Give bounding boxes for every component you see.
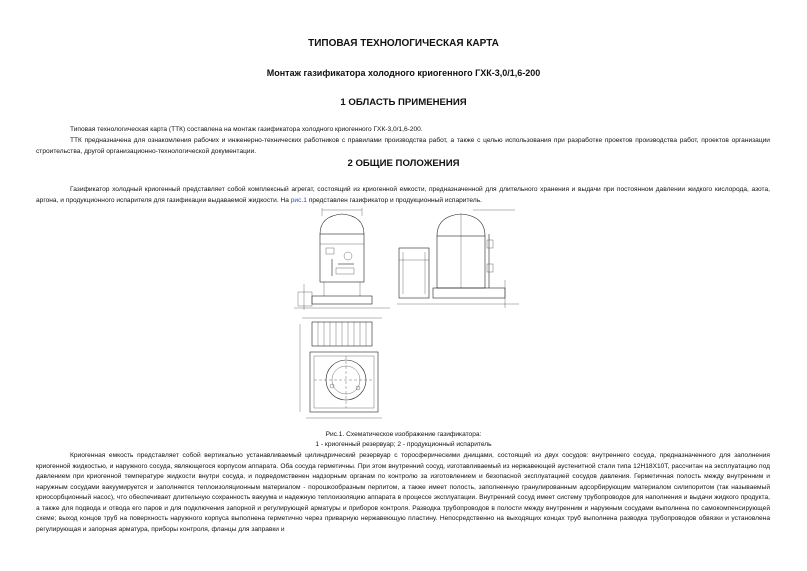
figure-1-link[interactable]: рис.1 [290,196,307,204]
section-2-paragraph-2: Криогенная емкость представляет собой вертикально устанавливаемый цилиндрический резервуар с торосферическими днищами, состоящий из двух сосудов: внутреннего сосуда, предназначенного для заполнения криогенной жидкостью, и наружного сосуда, являющегося корпусом аппарата. Оба сосуда герметичны. При этом внутренний сосуд, изготавливаемый из нержавеющей аустенитной стали типа 12Н18Х10Т, рассчитан на эксплуатацию под давлением при криогенной температуре жидкости внутри сосуда, и подведомственен надзорным органам по контролю за изготовлением и безопасной эксплуатацией сосудов давления. Герметичная полость между внутренним и наружным сосудами вакуумируется и заполняется теплоизоляционным материалом - порошкообразным перлитом, а также имеет полость, заполненную гранулированным адсорбирующим материалом силипоритом (так называемый криосорбционный насос), что обеспечивает длительную сохранность вакуума и надежную теплоизоляцию аппарата в процессе эксплуатации. Внутренний сосуд имеет систему трубопроводов для наполнения и выдачи жидкого продукта, а также для подвода и отвода его паров и для подключения запорной и регулирующей арматуры и приборов контроля. Разводка трубопроводов в полости между внутренним и наружным сосудами выполнена по самокомпенсирующей схеме; выход концов труб на поверхность наружного корпуса выполнена герметично через приварную нержавеющую пластину. Непосредственно на выходящих концах труб выполнена разводка трубопроводов обвязки и установлена регулирующая и запорная арматура, приборы контроля, фланцы для заправки и [36,452,770,533]
section-1-paragraph-1: Типовая технологическая карта (ТТК) составлена на монтаж газификатора холодного криогенного ГХК-3,0/1,6-200. [70,126,423,133]
gasifier-front-view [292,204,392,314]
figure-1-caption-legend: 1 - криогенный резервуар; 2 - продукционный испаритель [315,441,492,448]
section-1-paragraph-2: ТТК предназначена для ознакомления рабочих и инженерно-технических работников с правилами производства работ, а также с целью использования при разработке проектов производства работ, проектов организации строительства, другой организационно-технологической документации. [36,137,770,155]
section-2-heading: 2 ОБЩИЕ ПОЛОЖЕНИЯ [347,158,460,169]
gasifier-plan-view [292,314,392,424]
document-subtitle: Монтаж газификатора холодного криогенного ГХК-3,0/1,6-200 [266,68,541,78]
section-1-heading: 1 ОБЛАСТЬ ПРИМЕНЕНИЯ [340,97,467,108]
figure-1-caption-title: Рис.1. Схематическое изображение газификатора: [325,431,482,438]
section-2-paragraph-1: Газификатор холодный криогенный представляет собой комплексный агрегат, состоящий из криогенной емкости, предназначенной для длительного хранения и выдачи при постоянном давлении жидкого кислорода, азота, аргона, и продукционного испарителя для газификации выдаваемой жидкости. На рис.1 представлен газификатор и продукционный испаритель. [36,186,770,204]
gasifier-side-view [393,204,523,314]
document-title: ТИПОВАЯ ТЕХНОЛОГИЧЕСКАЯ КАРТА [308,38,499,49]
